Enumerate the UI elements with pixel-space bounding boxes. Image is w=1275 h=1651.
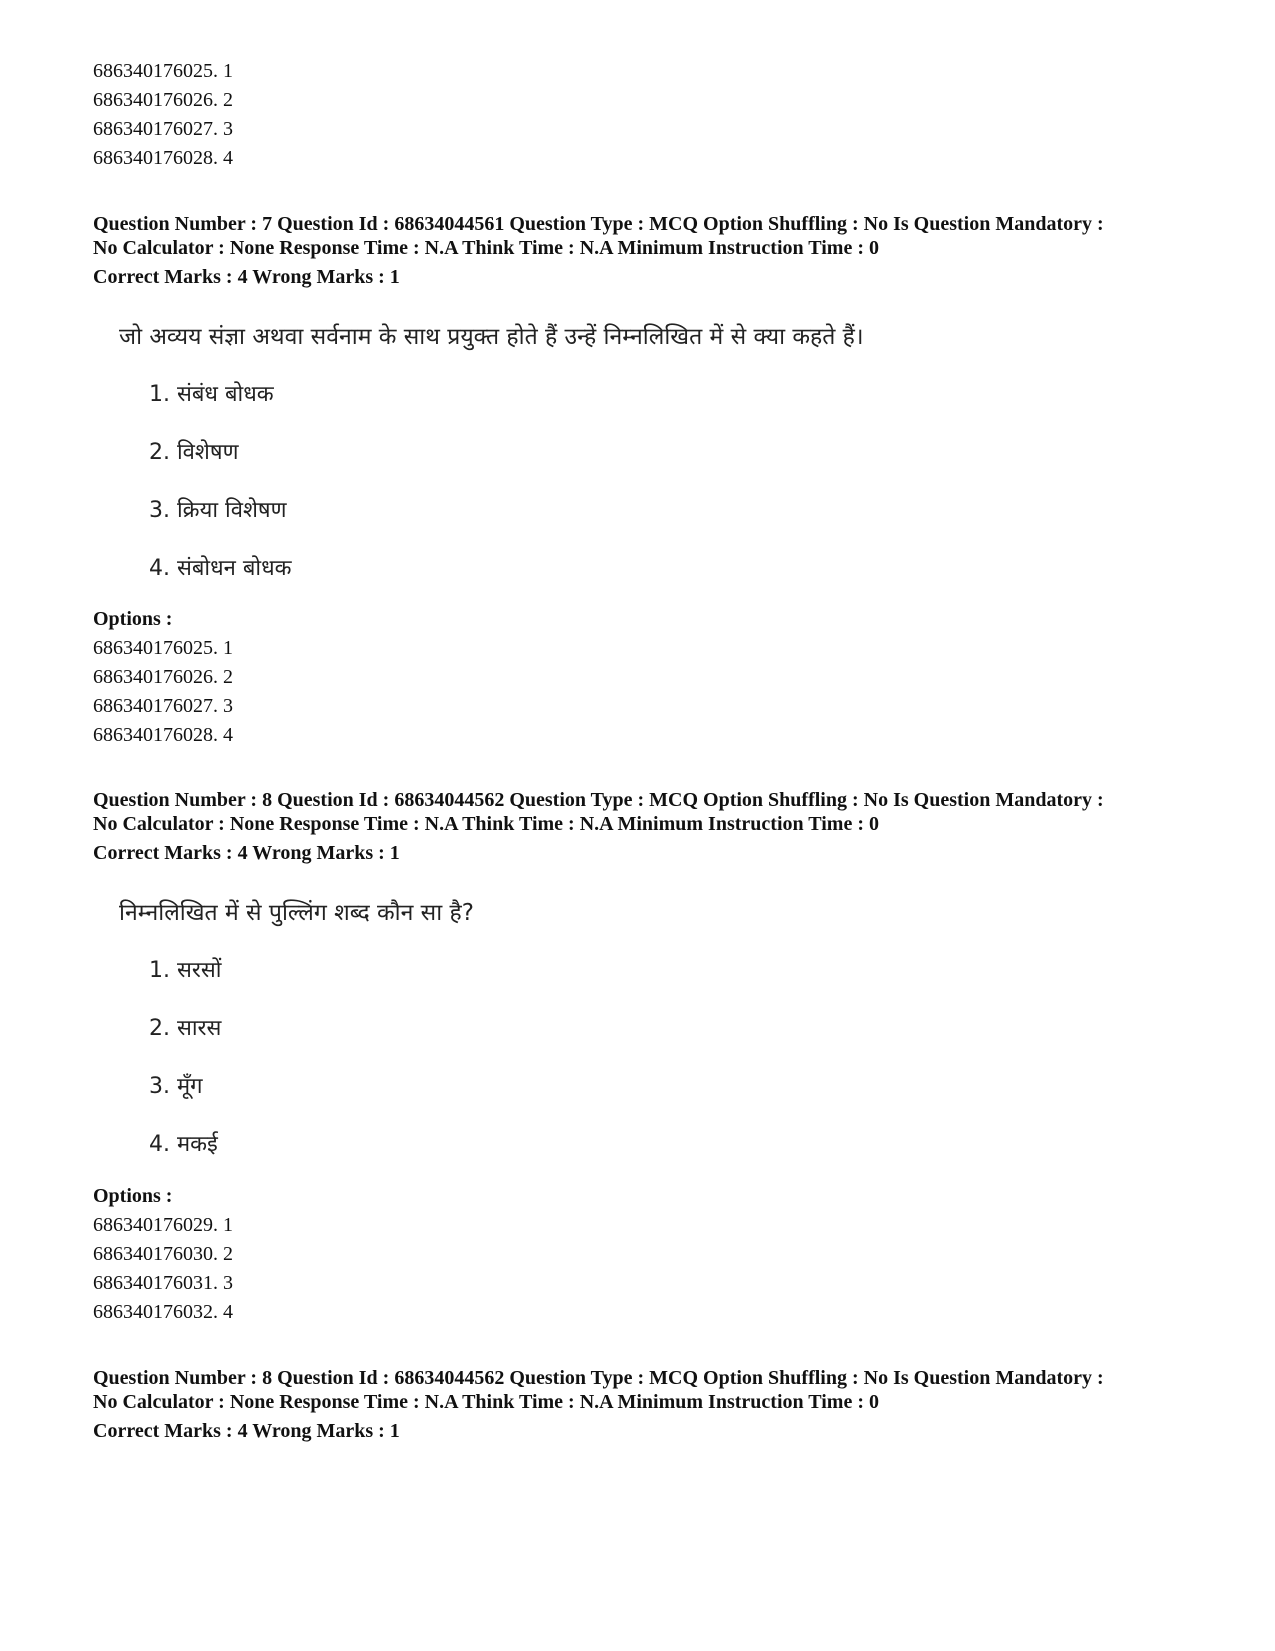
option-line: 686340176028. 4	[93, 724, 233, 746]
question-header: Question Number : 8 Question Id : 68634044562 Question Type : MCQ Option Shuffling : No Is Question Mandatory :	[93, 789, 1104, 811]
answer-choice: 4. मकई	[149, 1132, 218, 1157]
question-text: निम्नलिखित में से पुल्लिंग शब्द कौन सा है?	[119, 900, 474, 926]
option-line: 686340176026. 2	[93, 89, 233, 111]
option-line: 686340176027. 3	[93, 695, 233, 717]
answer-choice: 1. सरसों	[149, 958, 222, 983]
question-header: Question Number : 8 Question Id : 68634044562 Question Type : MCQ Option Shuffling : No Is Question Mandatory :	[93, 1367, 1104, 1389]
question-marks: Correct Marks : 4 Wrong Marks : 1	[93, 266, 400, 288]
question-header: Question Number : 7 Question Id : 68634044561 Question Type : MCQ Option Shuffling : No Is Question Mandatory :	[93, 213, 1104, 235]
option-line: 686340176028. 4	[93, 147, 233, 169]
option-line: 686340176027. 3	[93, 118, 233, 140]
question-header: No Calculator : None Response Time : N.A Think Time : N.A Minimum Instruction Time : 0	[93, 1391, 879, 1413]
answer-choice: 2. विशेषण	[149, 440, 239, 465]
option-line: 686340176025. 1	[93, 637, 233, 659]
question-marks: Correct Marks : 4 Wrong Marks : 1	[93, 1420, 400, 1442]
options-label: Options :	[93, 608, 173, 630]
options-label: Options :	[93, 1185, 173, 1207]
option-line: 686340176029. 1	[93, 1214, 233, 1236]
option-line: 686340176032. 4	[93, 1301, 233, 1323]
option-line: 686340176025. 1	[93, 60, 233, 82]
answer-choice: 1. संबंध बोधक	[149, 382, 274, 407]
option-line: 686340176026. 2	[93, 666, 233, 688]
option-line: 686340176030. 2	[93, 1243, 233, 1265]
question-text: जो अव्यय संज्ञा अथवा सर्वनाम के साथ प्रयुक्त होते हैं उन्हें निम्नलिखित में से क्या कहते हैं।	[119, 324, 864, 350]
question-header: No Calculator : None Response Time : N.A Think Time : N.A Minimum Instruction Time : 0	[93, 237, 879, 259]
answer-choice: 2. सारस	[149, 1016, 222, 1041]
question-marks: Correct Marks : 4 Wrong Marks : 1	[93, 842, 400, 864]
question-header: No Calculator : None Response Time : N.A Think Time : N.A Minimum Instruction Time : 0	[93, 813, 879, 835]
answer-choice: 3. मूँग	[149, 1074, 203, 1099]
answer-choice: 4. संबोधन बोधक	[149, 556, 292, 581]
answer-choice: 3. क्रिया विशेषण	[149, 498, 287, 523]
option-line: 686340176031. 3	[93, 1272, 233, 1294]
